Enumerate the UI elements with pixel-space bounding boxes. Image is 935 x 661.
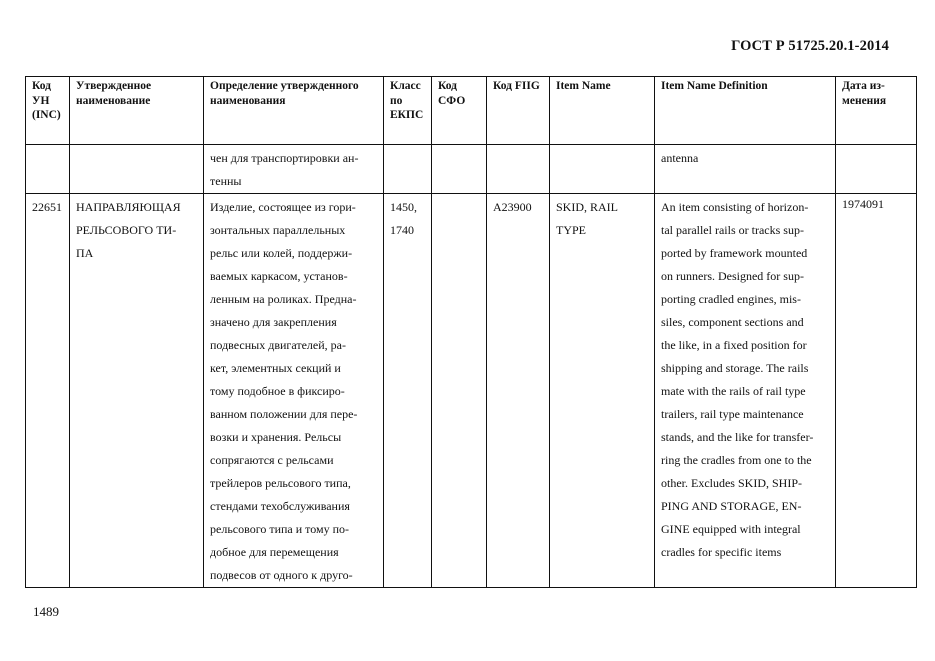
cell-definition-ru [204,194,384,588]
cell-definition-en [655,145,836,194]
page-number: 1489 [33,604,59,619]
cell-definition-ru [204,145,384,194]
text-line: сопрягаются с рельсами [210,453,334,467]
text-line: РЕЛЬСОВОГО ТИ- [76,223,177,237]
text-line: the like, in a fixed position for [661,338,807,352]
cell-class [384,145,432,194]
text-line: PING AND STORAGE, EN- [661,499,802,513]
cell-item-name [550,145,655,194]
cell-sfo [432,145,487,194]
text-line: НАПРАВЛЯЮЩАЯ [76,200,181,214]
text-line: возки и хранения. Рельсы [210,430,342,444]
text-line: TYPE [556,223,586,237]
column-header-class: Класс по ЕКПС [384,77,432,145]
text-line: 1740 [390,223,414,237]
text-line: тому подобное в фиксиро- [210,384,345,398]
text-line: on runners. Designed for sup- [661,269,804,283]
text-line: подвесов от одного к друго- [210,568,353,582]
text-line: trailers, rail type maintenance [661,407,804,421]
cell-fiig [487,145,550,194]
text-line: кет, элементных секций и [210,361,341,375]
column-header-sfo: Код СФО [432,77,487,145]
text-line: stands, and the like for transfer- [661,430,814,444]
text-line: подвесных двигателей, ра- [210,338,346,352]
cell-date [836,145,917,194]
text-line: чен для транспортировки ан- [210,151,359,165]
table-row-continuation [26,145,917,194]
text-line: other. Excludes SKID, SHIP- [661,476,802,490]
text-line: GINE equipped with integral [661,522,801,536]
text-line: ring the cradles from one to the [661,453,812,467]
column-header-change-date: Дата изменения [836,77,917,145]
column-header-inc: Код УН (INC) [26,77,70,145]
text-line: ленным на роликах. Предна- [210,292,357,306]
text-line: siles, component sections and [661,315,804,329]
cell-inc: 22651 [26,194,70,588]
document-standard-code: ГОСТ Р 51725.20.1-2014 [731,38,889,54]
text-line: зонтальных параллельных [210,223,346,237]
cell-class [384,194,432,588]
cell-sfo [432,194,487,588]
text-line: добное для перемещения [210,545,339,559]
text-line: cradles for specific items [661,545,782,559]
text-line: рельс или колей, поддержи- [210,246,353,260]
text-line: стендами техобслуживания [210,499,350,513]
text-line: трейлеров рельсового типа, [210,476,351,490]
column-header-item-name: Item Name [550,77,655,145]
column-header-approved-name: Утвержденное наименование [70,77,204,145]
change-date-value: 1974091 [842,197,884,211]
data-table [25,76,917,588]
text-line: ПА [76,246,94,260]
cell-item-name [550,194,655,588]
cell-approved-name [70,145,204,194]
text-line: shipping and storage. The rails [661,361,809,375]
text-line: ванном положении для пере- [210,407,358,421]
text-line: mate with the rails of rail type [661,384,806,398]
text-line: ваемых каркасом, установ- [210,269,348,283]
text-line: antenna [661,151,699,165]
cell-date [836,194,917,588]
text-line: ported by framework mounted [661,246,808,260]
cell-definition-en [655,194,836,588]
table-header-row [26,77,917,145]
text-line: значено для закрепления [210,315,337,329]
text-line: 1450, [390,200,417,214]
text-line: Изделие, состоящее из гори- [210,200,356,214]
text-line: An item consisting of horizon- [661,200,809,214]
column-header-fiig: Код FIIG [487,77,550,145]
text-line: рельсового типа и тому по- [210,522,350,536]
text-line: SKID, RAIL [556,200,618,214]
cell-approved-name [70,194,204,588]
text-line: porting cradled engines, mis- [661,292,801,306]
text-line: tal parallel rails or tracks sup- [661,223,804,237]
cell-fiig: A23900 [487,194,550,588]
column-header-definition: Определение утвержденного наименования [204,77,384,145]
table-row [26,194,917,588]
column-header-item-name-definition: Item Name Definition [655,77,836,145]
cell-inc [26,145,70,194]
text-line: тенны [210,174,242,188]
